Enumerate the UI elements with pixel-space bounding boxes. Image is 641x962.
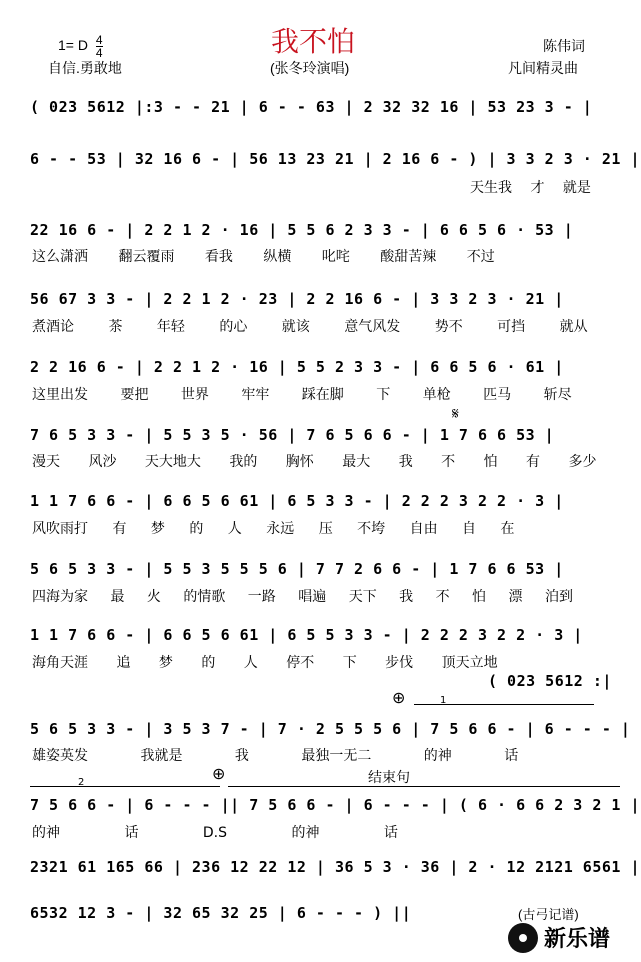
notation-line-7: 1 1 7 6 6 - | 6 6 5 6 61 | 6 5 3 3 - | 2 2 2 3 2 2 · 3 | — [30, 492, 564, 510]
vinyl-disc-icon — [508, 923, 538, 953]
notation-line-2: 6 - - 53 | 32 16 6 - | 56 13 23 21 | 2 16 6 - ) | 3 3 2 3 · 21 | — [30, 150, 640, 168]
lyric-line-1: 天生我 才 就是 — [470, 180, 591, 196]
time-signature — [96, 34, 103, 59]
lyric-line-5: 漫天 风沙 天大地大 我的 胸怀 最大 我 不 怕 有 多少 — [32, 454, 597, 470]
page-title: 我不怕 — [271, 25, 356, 58]
key-signature — [58, 34, 103, 59]
meter-top: 4 — [95, 33, 103, 47]
notation-credit: (古弓记谱) — [518, 907, 579, 922]
lyric-line-8: 海角天涯 追 梦 的 人 停不 下 步伐 顶天立地 — [32, 655, 498, 671]
coda-icon: ⊕ — [392, 688, 406, 707]
ending-line — [228, 786, 620, 787]
lyric-line-2: 这么潇洒 翻云覆雨 看我 纵横 叱咤 酸甜苦辣 不过 — [32, 249, 495, 265]
coda-icon-2: ⊕ — [212, 764, 226, 783]
notation-line-10: 5 6 5 3 3 - | 3 5 3 7 - | 7 · 2 5 5 5 6 | 7 5 6 6 - | 6 - - - | — [30, 720, 631, 738]
volta-1-label: 1 — [440, 695, 447, 706]
volta-2-label: 2 — [78, 777, 85, 788]
repeat-intro: ( 023 5612 :| — [488, 672, 612, 690]
mood-marking: 自信.勇敢地 — [48, 60, 122, 76]
segno-icon: 𝄋 — [452, 404, 459, 423]
notation-line-9: 1 1 7 6 6 - | 6 6 5 6 61 | 6 5 5 3 3 - | 2 2 2 3 2 2 · 3 | — [30, 626, 583, 644]
notation-line-5: 2 2 16 6 - | 2 2 1 2 · 16 | 5 5 2 3 3 - | 6 6 5 6 · 61 | — [30, 358, 564, 376]
meter-bottom: 4 — [95, 46, 103, 60]
key-label: 1= D — [58, 37, 88, 54]
notation-line-6: 7 6 5 3 3 - | 5 5 3 5 · 56 | 7 6 5 6 6 - | 1 7 6 6 53 | — [30, 426, 555, 444]
volta-2-line — [30, 786, 220, 787]
lyric-line-10: 的神 话 D.S 的神 话 — [32, 825, 398, 841]
notation-line-1: ( 023 5612 |:3 - - 21 | 6 - - 63 | 2 32 32 16 | 53 23 3 - | — [30, 98, 593, 116]
lyric-line-4: 这里出发 要把 世界 牢牢 踩在脚 下 单枪 匹马 斩尽 — [32, 387, 572, 403]
lyric-line-7: 四海为家 最 火 的情歌 一路 唱遍 天下 我 不 怕 漂 泊到 — [32, 589, 573, 605]
notation-line-13: 6532 12 3 - | 32 65 32 25 | 6 - - - ) || — [30, 904, 412, 922]
site-logo — [508, 922, 610, 953]
lyric-line-6: 风吹雨打 有 梦 的 人 永远 压 不垮 自由 自 在 — [32, 521, 515, 537]
notation-line-4: 56 67 3 3 - | 2 2 1 2 · 23 | 2 2 16 6 - | 3 3 2 3 · 21 | — [30, 290, 564, 308]
ending-label: 结束句 — [368, 770, 410, 786]
notation-line-12: 2321 61 165 66 | 236 12 22 12 | 36 5 3 · 36 | 2 · 12 2121 6561 | — [30, 858, 640, 876]
notation-line-11: 7 5 6 6 - | 6 - - - || 7 5 6 6 - | 6 - - - | ( 6 · 6 6 2 3 2 1 | — [30, 796, 640, 814]
singer-credit: (张冬玲演唱) — [270, 60, 350, 76]
lyric-line-3: 煮酒论 茶 年轻 的心 就该 意气风发 势不 可挡 就从 — [32, 319, 588, 335]
notation-line-3: 22 16 6 - | 2 2 1 2 · 16 | 5 5 6 2 3 3 - | 6 6 5 6 · 53 | — [30, 221, 574, 239]
notation-line-8: 5 6 5 3 3 - | 5 5 3 5 5 5 6 | 7 7 2 6 6 - | 1 7 6 6 53 | — [30, 560, 564, 578]
lyricist-credit: 陈伟词 — [543, 38, 585, 54]
composer-credit: 凡间精灵曲 — [508, 60, 578, 76]
logo-text: 新乐谱 — [544, 927, 611, 952]
lyric-line-9: 雄姿英发 我就是 我 最独一无二 的神 话 — [32, 748, 519, 764]
